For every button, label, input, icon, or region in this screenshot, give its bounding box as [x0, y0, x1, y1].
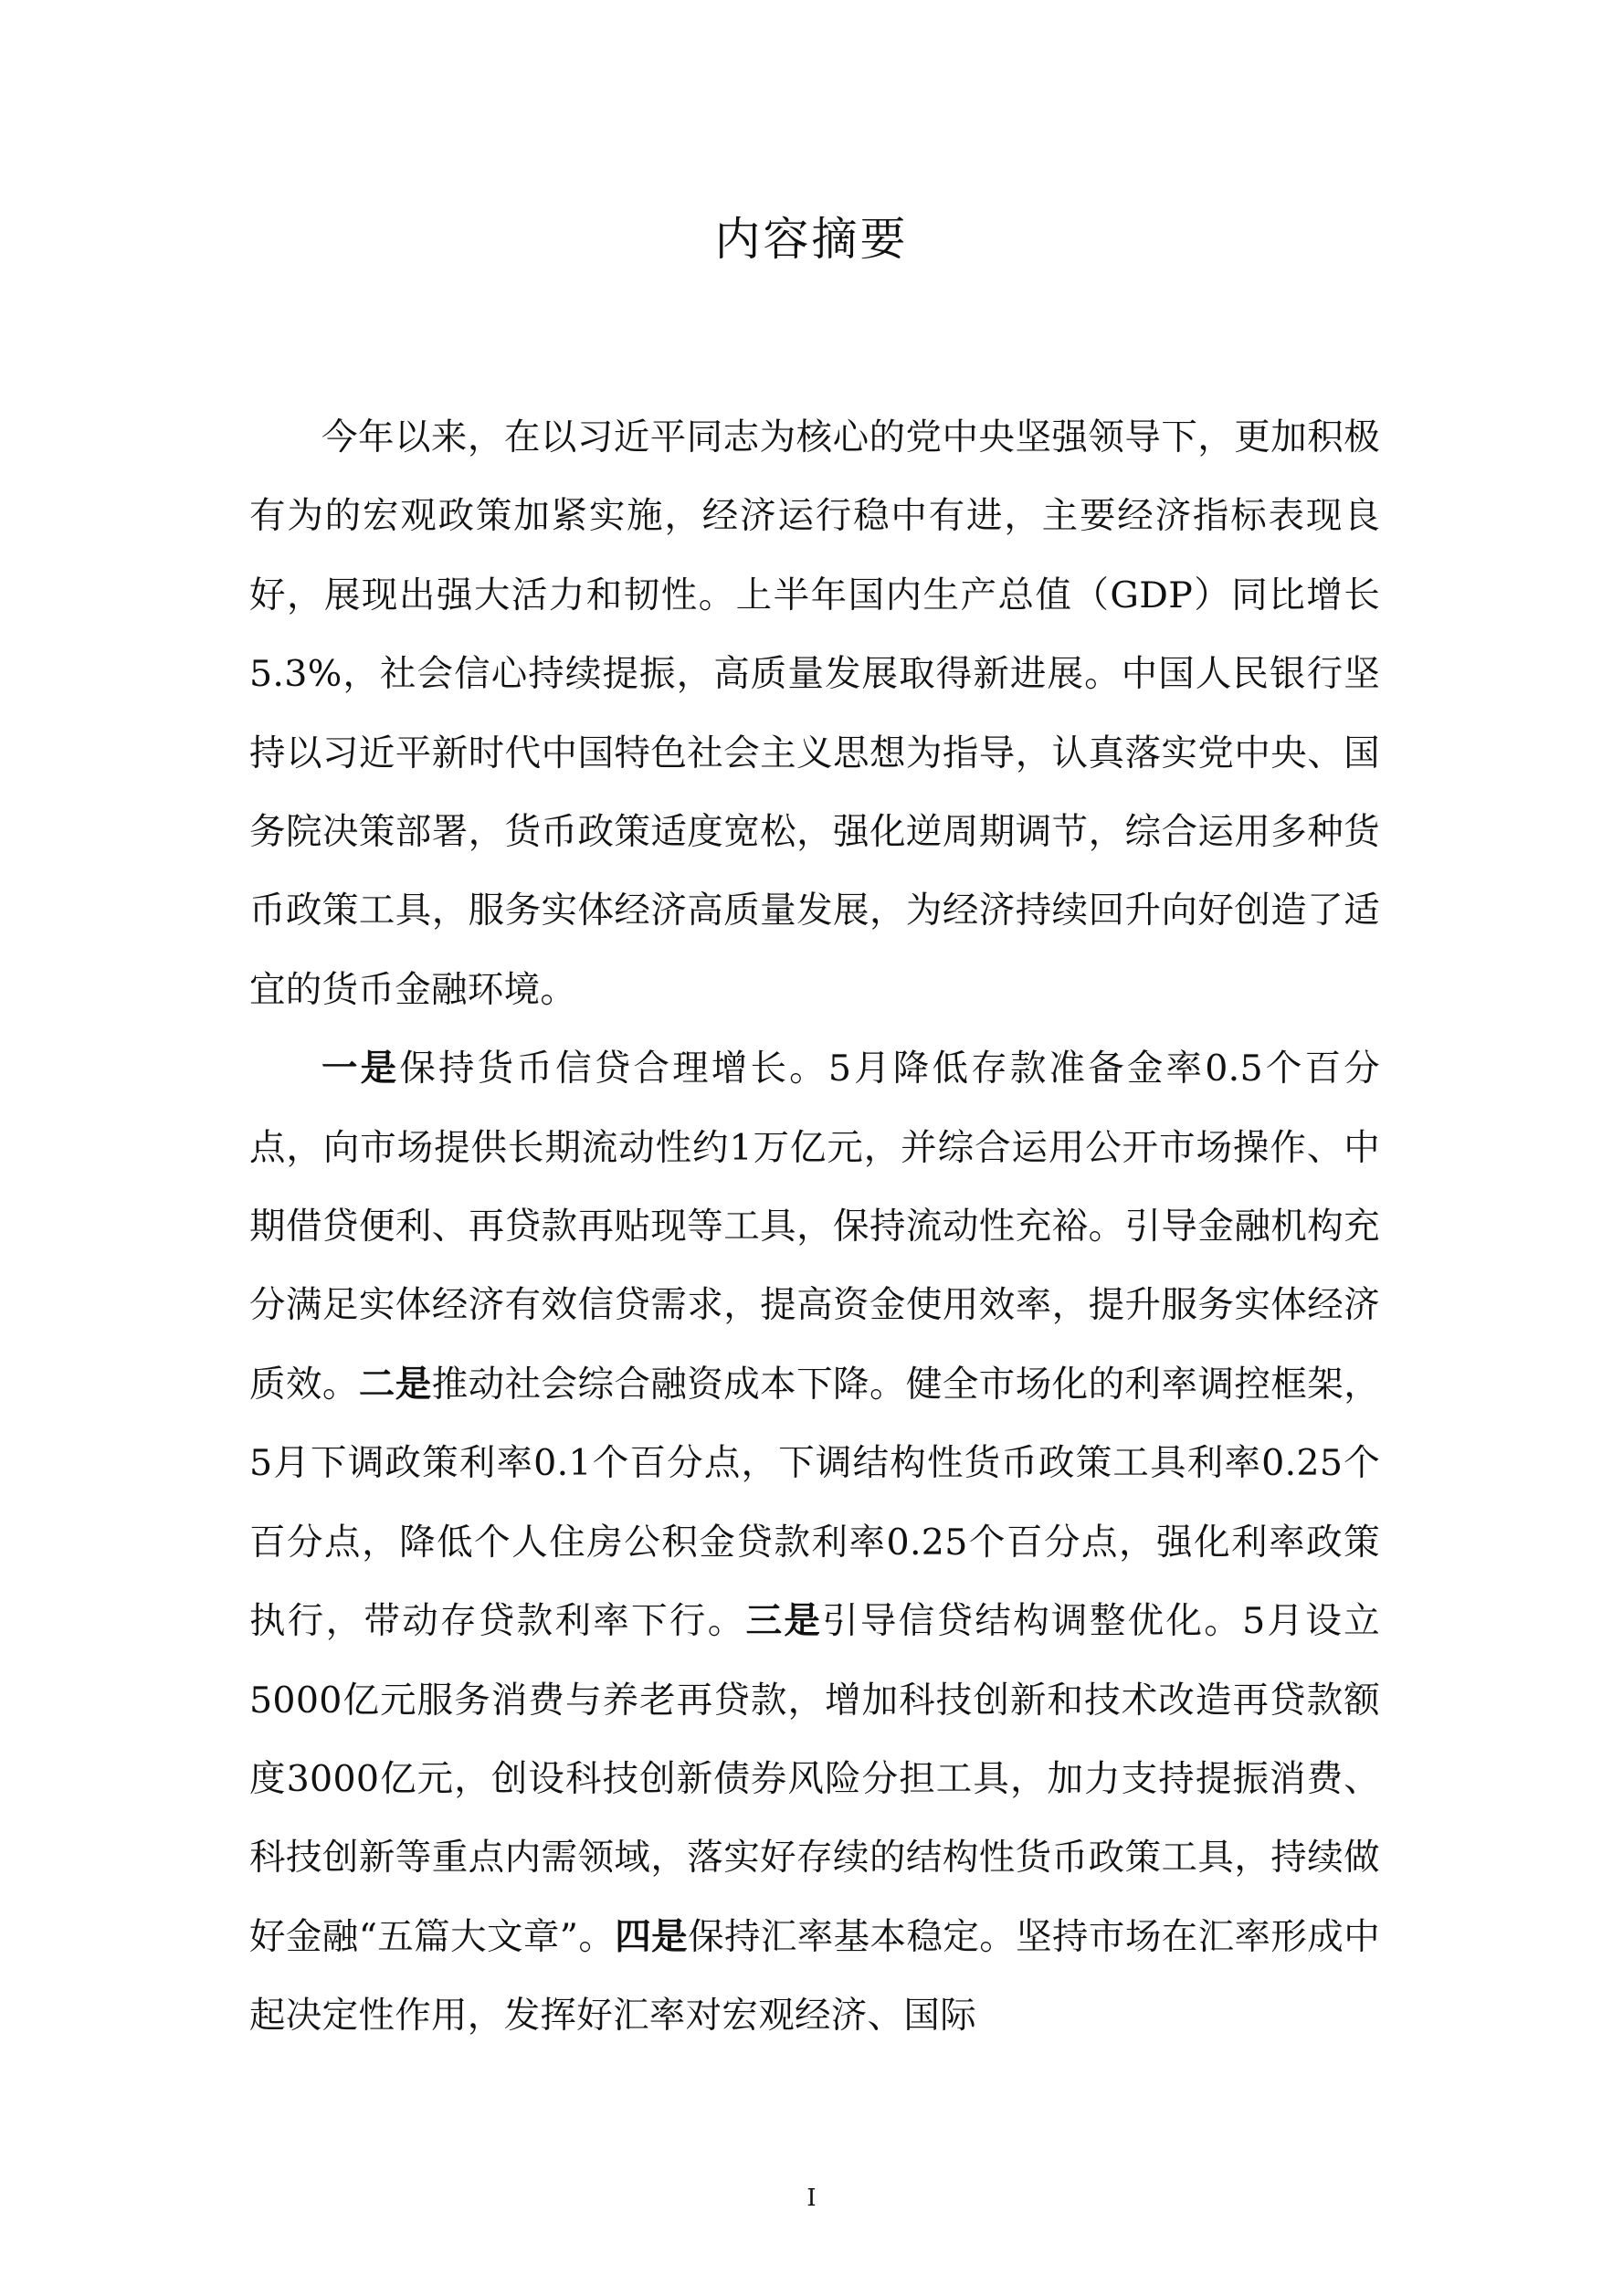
paragraph-measures [249, 1029, 1380, 2055]
bold-lead-1: 一是 [321, 1048, 400, 1090]
page-number: I [806, 2185, 817, 2212]
bold-lead-2: 二是 [358, 1363, 432, 1406]
paragraph-intro [249, 398, 1380, 1029]
paragraph-text: 推动社会综合融资成本下降。健全市场化的利率调控框架，5月下调政策利率0.1个百分点，下调结构性货币政策工具利率0.25个百分点，降低个人住房公积金贷款利率0.25个百分点，强化利率政策执行，带动存贷款利率下行。 [249, 1363, 1380, 1643]
page-title: 内容摘要 [714, 213, 909, 266]
summary-body [249, 398, 1380, 2056]
paragraph-text: 今年以来，在以习近平同志为核心的党中央坚强领导下，更加积极有为的宏观政策加紧实施，经济运行稳中有进，主要经济指标表现良好，展现出强大活力和韧性。上半年国内生产总值（GDP）同比增长5.3%，社会信心持续提振，高质量发展取得新进展。中国人民银行坚持以习近平新时代中国特色社会主义思想为指导，认真落实党中央、国务院决策部署，货币政策适度宽松，强化逆周期调节，综合运用多种货币政策工具，服务实体经济高质量发展，为经济持续回升向好创造了适宜的货币金融环境。 [249, 416, 1380, 1011]
bold-lead-4: 四是 [615, 1915, 689, 1958]
paragraph-text: 引导信贷结构调整优化。5月设立5000亿元服务消费与养老再贷款，增加科技创新和技术改造再贷款额度3000亿元，创设科技创新债券风险分担工具，加力支持提振消费、科技创新等重点内需领域，落实好存续的结构性货币政策工具，持续做好金融“五篇大文章”。 [249, 1600, 1380, 1958]
bold-lead-3: 三是 [745, 1600, 823, 1643]
paragraph-text: 保持货币信贷合理增长。5月降低存款准备金率0.5个百分点，向市场提供长期流动性约1万亿元，并综合运用公开市场操作、中期借贷便利、再贷款再贴现等工具，保持流动性充裕。引导金融机构充分满足实体经济有效信贷需求，提高资金使用效率，提升服务实体经济质效。 [249, 1048, 1380, 1406]
paragraph-text: 保持汇率基本稳定。坚持市场在汇率形成中起决定性作用，发挥好汇率对宏观经济、国际 [249, 1915, 1381, 2038]
